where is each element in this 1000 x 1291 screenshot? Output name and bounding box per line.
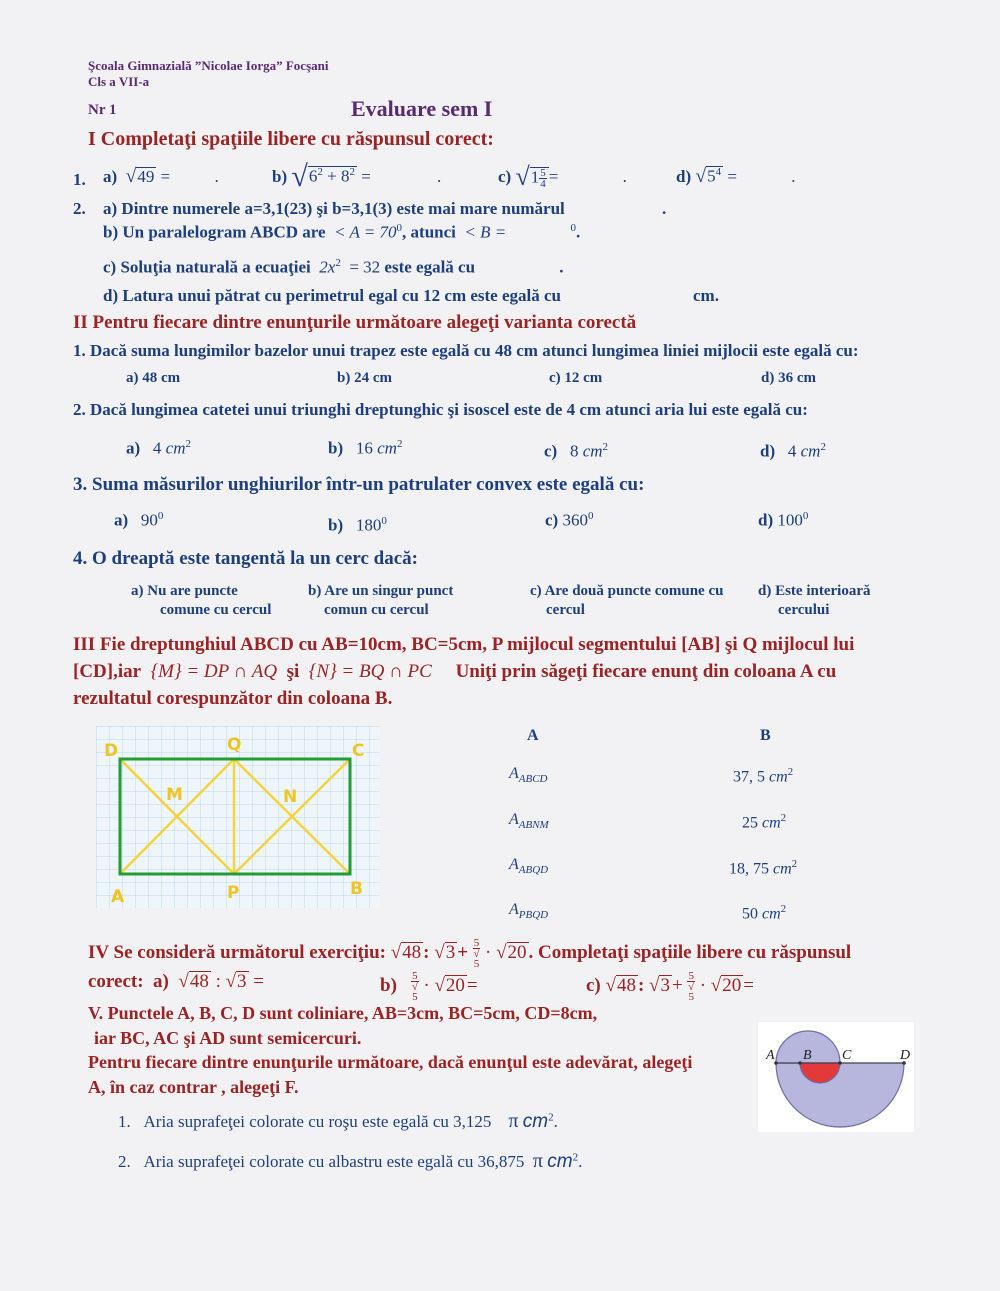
class-label: Cls a VII-a — [88, 74, 150, 89]
q2-1-option-a[interactable]: a) 48 cm — [126, 370, 181, 386]
q2-3-option-a[interactable]: a) $90^0$ — [114, 510, 164, 530]
q1-1-b: b) $√6^2 + 8^2$ = . — [272, 160, 442, 193]
point-label-b: B — [803, 1048, 812, 1063]
column-b-header: B — [760, 727, 771, 744]
point-label-b: B — [350, 879, 363, 899]
q1-1-a: a) √49 = . — [103, 166, 219, 187]
point-label-c: C — [352, 741, 365, 761]
q2-3-option-b[interactable]: b) $180^0$ — [328, 515, 387, 535]
school-name: Şcoala Gimnazială ”Nicolae Iorga” Focşani — [88, 58, 329, 73]
q1-2-a: a) Dintre numerele a=3,1(23) şi b=3,1(3) este mai mare numărul — [103, 199, 565, 218]
column-a-item[interactable]: $A_{ABQD}$ — [509, 856, 549, 877]
q2-4-text: 4. O dreaptă este tangentă la un cerc dacă: — [73, 548, 418, 569]
column-b-item[interactable]: 25 $cm^2$ — [742, 812, 787, 832]
q2-2-option-c[interactable]: c) 8 $cm^2$ — [544, 441, 609, 461]
point-label-d: D — [104, 741, 119, 761]
q2-2-option-d[interactable]: d) 4 $cm^2$ — [760, 441, 826, 461]
q2-1-option-d[interactable]: d) 36 cm — [761, 370, 816, 386]
section2-title: II Pentru fiecare dintre enunţurile următoare alegeţi varianta corectă — [73, 312, 637, 333]
q1-2-a-dot: . — [662, 199, 667, 218]
section5-line3: Pentru fiecare dintre enunţurile următoare, dacă enunţul este adevărat, alegeţi — [88, 1052, 693, 1072]
section4-line2-a: corect: a) √48 : √3 = — [88, 971, 264, 992]
section3-line3: rezultatul corespunzător din coloana B. — [73, 688, 393, 709]
point-label-d: D — [900, 1048, 911, 1063]
column-b-item[interactable]: 37, 5 $cm^2$ — [733, 766, 794, 786]
q2-3-text: 3. Suma măsurilor unghiurilor într-un patrulater convex este egală cu: — [73, 474, 645, 495]
q2-3-option-d[interactable]: d) $100^0$ — [758, 510, 809, 530]
semicircles-figure — [758, 1022, 914, 1132]
point-label-p: P — [227, 883, 240, 903]
page-title: Evaluare sem I — [351, 96, 493, 121]
section4-line2-c: c) √48 : √3 + 5 √ 5 · √20 = — [586, 970, 754, 1003]
q2-4-option-a[interactable]: a) Nu are puncte comune cu cercul — [131, 583, 272, 618]
column-b-item[interactable]: 50 $cm^2$ — [742, 903, 787, 923]
section5-item-2: 2. Aria suprafeţei colorate cu albastru este egală cu 36,875 π $cm^2$. — [118, 1150, 583, 1172]
section5-line4: A, în caz contrar , alegeţi F. — [88, 1077, 299, 1097]
section4-line2-b: b) 5 √ 5 · √20 = — [380, 970, 478, 1003]
q2-4-option-d[interactable]: d) Este interioară cercului — [758, 583, 871, 618]
q1-2-b: b) Un paralelogram ABCD are < $A = 70^0$, atunci < B = $^0$. — [103, 222, 581, 242]
q1-1-number: 1. — [73, 170, 86, 189]
section5-item-1: 1. Aria suprafeţei colorate cu roşu este egală cu 3,125 π $cm^2$. — [118, 1110, 558, 1132]
column-a-item[interactable]: $A_{ABNM}$ — [509, 811, 549, 832]
q2-3-option-c[interactable]: c) $360^0$ — [545, 510, 594, 530]
point-label-c: C — [842, 1048, 852, 1063]
q1-2-c: c) Soluţia naturală a ecuaţiei $2x^2 = 32$ este egală cu . — [103, 257, 564, 277]
section3-line2: [CD],iar {M} = DP ∩ AQ şi {N} = BQ ∩ PC Uniţi prin săgeţi fiecare enunţ din coloana A cu — [73, 661, 837, 682]
test-number: Nr 1 — [88, 102, 117, 118]
section3-line1: III Fie dreptunghiul ABCD cu AB=10cm, BC=5cm, P mijlocul segmentului [AB] şi Q mijlocul lui — [73, 634, 855, 655]
section5-line1: V. Punctele A, B, C, D sunt coliniare, AB=3cm, BC=5cm, CD=8cm, — [88, 1003, 598, 1023]
point-label-a: A — [766, 1048, 775, 1063]
q2-2-option-a[interactable]: a) 4 $cm^2$ — [126, 438, 191, 458]
column-a-item[interactable]: $A_{PBQD}$ — [509, 901, 549, 922]
q2-4-option-c[interactable]: c) Are două puncte comune cu cercul — [530, 583, 724, 618]
point-label-n: N — [283, 787, 298, 807]
q2-2-text: 2. Dacă lungimea catetei unui triunghi dreptunghic şi isoscel este de 4 cm atunci aria lui este egală cu: — [73, 400, 808, 419]
q1-2-d: d) Latura unui pătrat cu perimetrul egal cu 12 cm este egală cu — [103, 286, 561, 305]
column-b-item[interactable]: 18, 75 $cm^2$ — [729, 858, 798, 878]
q1-1-d: d) $√5^4$ = . — [676, 166, 796, 187]
section5-line2: iar BC, AC şi AD sunt semicercuri. — [94, 1028, 362, 1048]
q2-1-text: 1. Dacă suma lungimilor bazelor unui trapez este egală cu 48 cm atunci lungimea liniei mijlocii este egală cu: — [73, 341, 859, 360]
section1-title: I Completaţi spaţiile libere cu răspunsul corect: — [88, 128, 494, 150]
q2-1-option-b[interactable]: b) 24 cm — [337, 370, 392, 386]
point-label-m: M — [166, 785, 183, 805]
q1-2-d-unit: cm. — [693, 286, 719, 305]
point-label-q: Q — [227, 735, 242, 755]
column-a-header: A — [527, 727, 539, 744]
q1-1-c: c) √1 $\frac{5}{4}$ = . — [498, 162, 627, 191]
q2-1-option-c[interactable]: c) 12 cm — [549, 370, 603, 386]
point-label-a: A — [111, 887, 125, 907]
section4-line1: IV Se consideră următorul exerciţiu: √48 : √3 + 5 √ 5 · √20 . Completaţi spaţiile libere cu răspunsul — [88, 937, 852, 970]
q2-4-option-b[interactable]: b) Are un singur punct comun cu cercul — [308, 583, 454, 618]
q2-2-option-b[interactable]: b) 16 $cm^2$ — [328, 438, 403, 458]
column-a-item[interactable]: $A_{ABCD}$ — [509, 765, 548, 786]
rectangle-figure — [96, 726, 380, 908]
q1-2-number: 2. — [73, 199, 86, 218]
